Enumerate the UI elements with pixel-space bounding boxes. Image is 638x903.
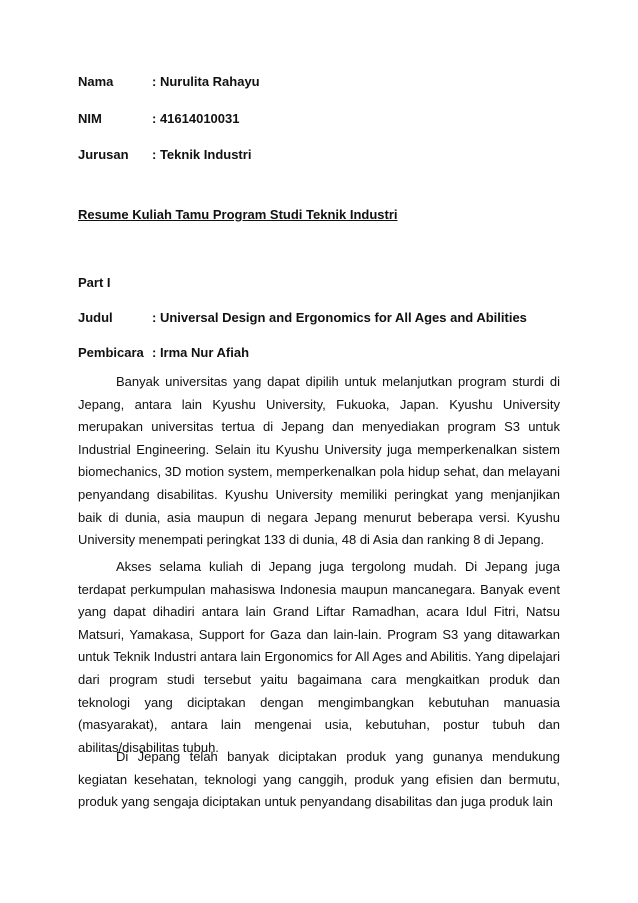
document-title: Resume Kuliah Tamu Program Studi Teknik Industri: [78, 207, 398, 222]
part-label: Part I: [78, 275, 111, 290]
paragraph: Di Jepang telah banyak diciptakan produk yang gunanya mendukung kegiatan kesehatan, teknologi yang canggih, produk yang efisien dan bermutu, produk yang sengaja diciptakan untuk penyandang disabilitas dan juga produk lain: [78, 749, 560, 810]
nim-label: NIM: [78, 111, 102, 126]
pembicara-label: Pembicara: [78, 345, 144, 360]
pembicara-value: : Irma Nur Afiah: [152, 345, 250, 360]
name-label: Nama: [78, 74, 114, 89]
jurusan-value: : Teknik Industri: [152, 147, 252, 162]
judul-value: : Universal Design and Ergonomics for All Ages and Abilities: [152, 310, 527, 325]
paragraph-2-block: [78, 556, 560, 759]
jurusan-label: Jurusan: [78, 147, 129, 162]
name-value: : Nurulita Rahayu: [152, 74, 260, 89]
judul-field: [78, 310, 527, 326]
paragraph: Akses selama kuliah di Jepang juga tergolong mudah. Di Jepang juga terdapat perkumpulan mahasiswa Indonesia maupun mancanegara. Banyak event yang dapat dihadiri antara lain Grand Liftar Ramadhan, acara Idul Fitri, Natsu Matsuri, Yamakasa, Support for Gaza dan lain-lain. Program S3 yang ditawarkan untuk Teknik Industri antara lain Ergonomics for All Ages and Abilitis. Yang dipelajari dari program studi tersebut yaitu bagaimana cara mengkaitkan produk dan teknologi yang diciptakan dengan mengimbangkan kebutuhan manuasia (masyarakat), antara lain mengenai usia, kebutuhan, postur tubuh dan abilitas/disabilitas tubuh.: [78, 559, 560, 755]
jurusan-field: [78, 147, 251, 163]
nim-value: : 41614010031: [152, 111, 240, 126]
pembicara-field: [78, 345, 249, 361]
paragraph-1-block: [78, 371, 560, 552]
judul-label: Judul: [78, 310, 113, 325]
nim-field: [78, 111, 239, 127]
paragraph-3-block: [78, 746, 560, 814]
name-field: [78, 74, 260, 90]
paragraph: Banyak universitas yang dapat dipilih untuk melanjutkan program sturdi di Jepang, antara lain Kyushu University, Fukuoka, Japan. Kyushu University merupakan universitas tertua di Jepang dan menyediakan program S3 untuk Industrial Engineering. Selain itu Kyushu University juga memperkenalkan sistem biomechanics, 3D motion system, memperkenalkan pola hidup sehat, dan melayani penyandang disabilitas. Kyushu University memiliki peringkat yang menjanjikan baik di dunia, asia maupun di negara Jepang menurut beberapa versi. Kyushu University menempati peringkat 133 di dunia, 48 di Asia dan ranking 8 di Jepang.: [78, 374, 560, 548]
